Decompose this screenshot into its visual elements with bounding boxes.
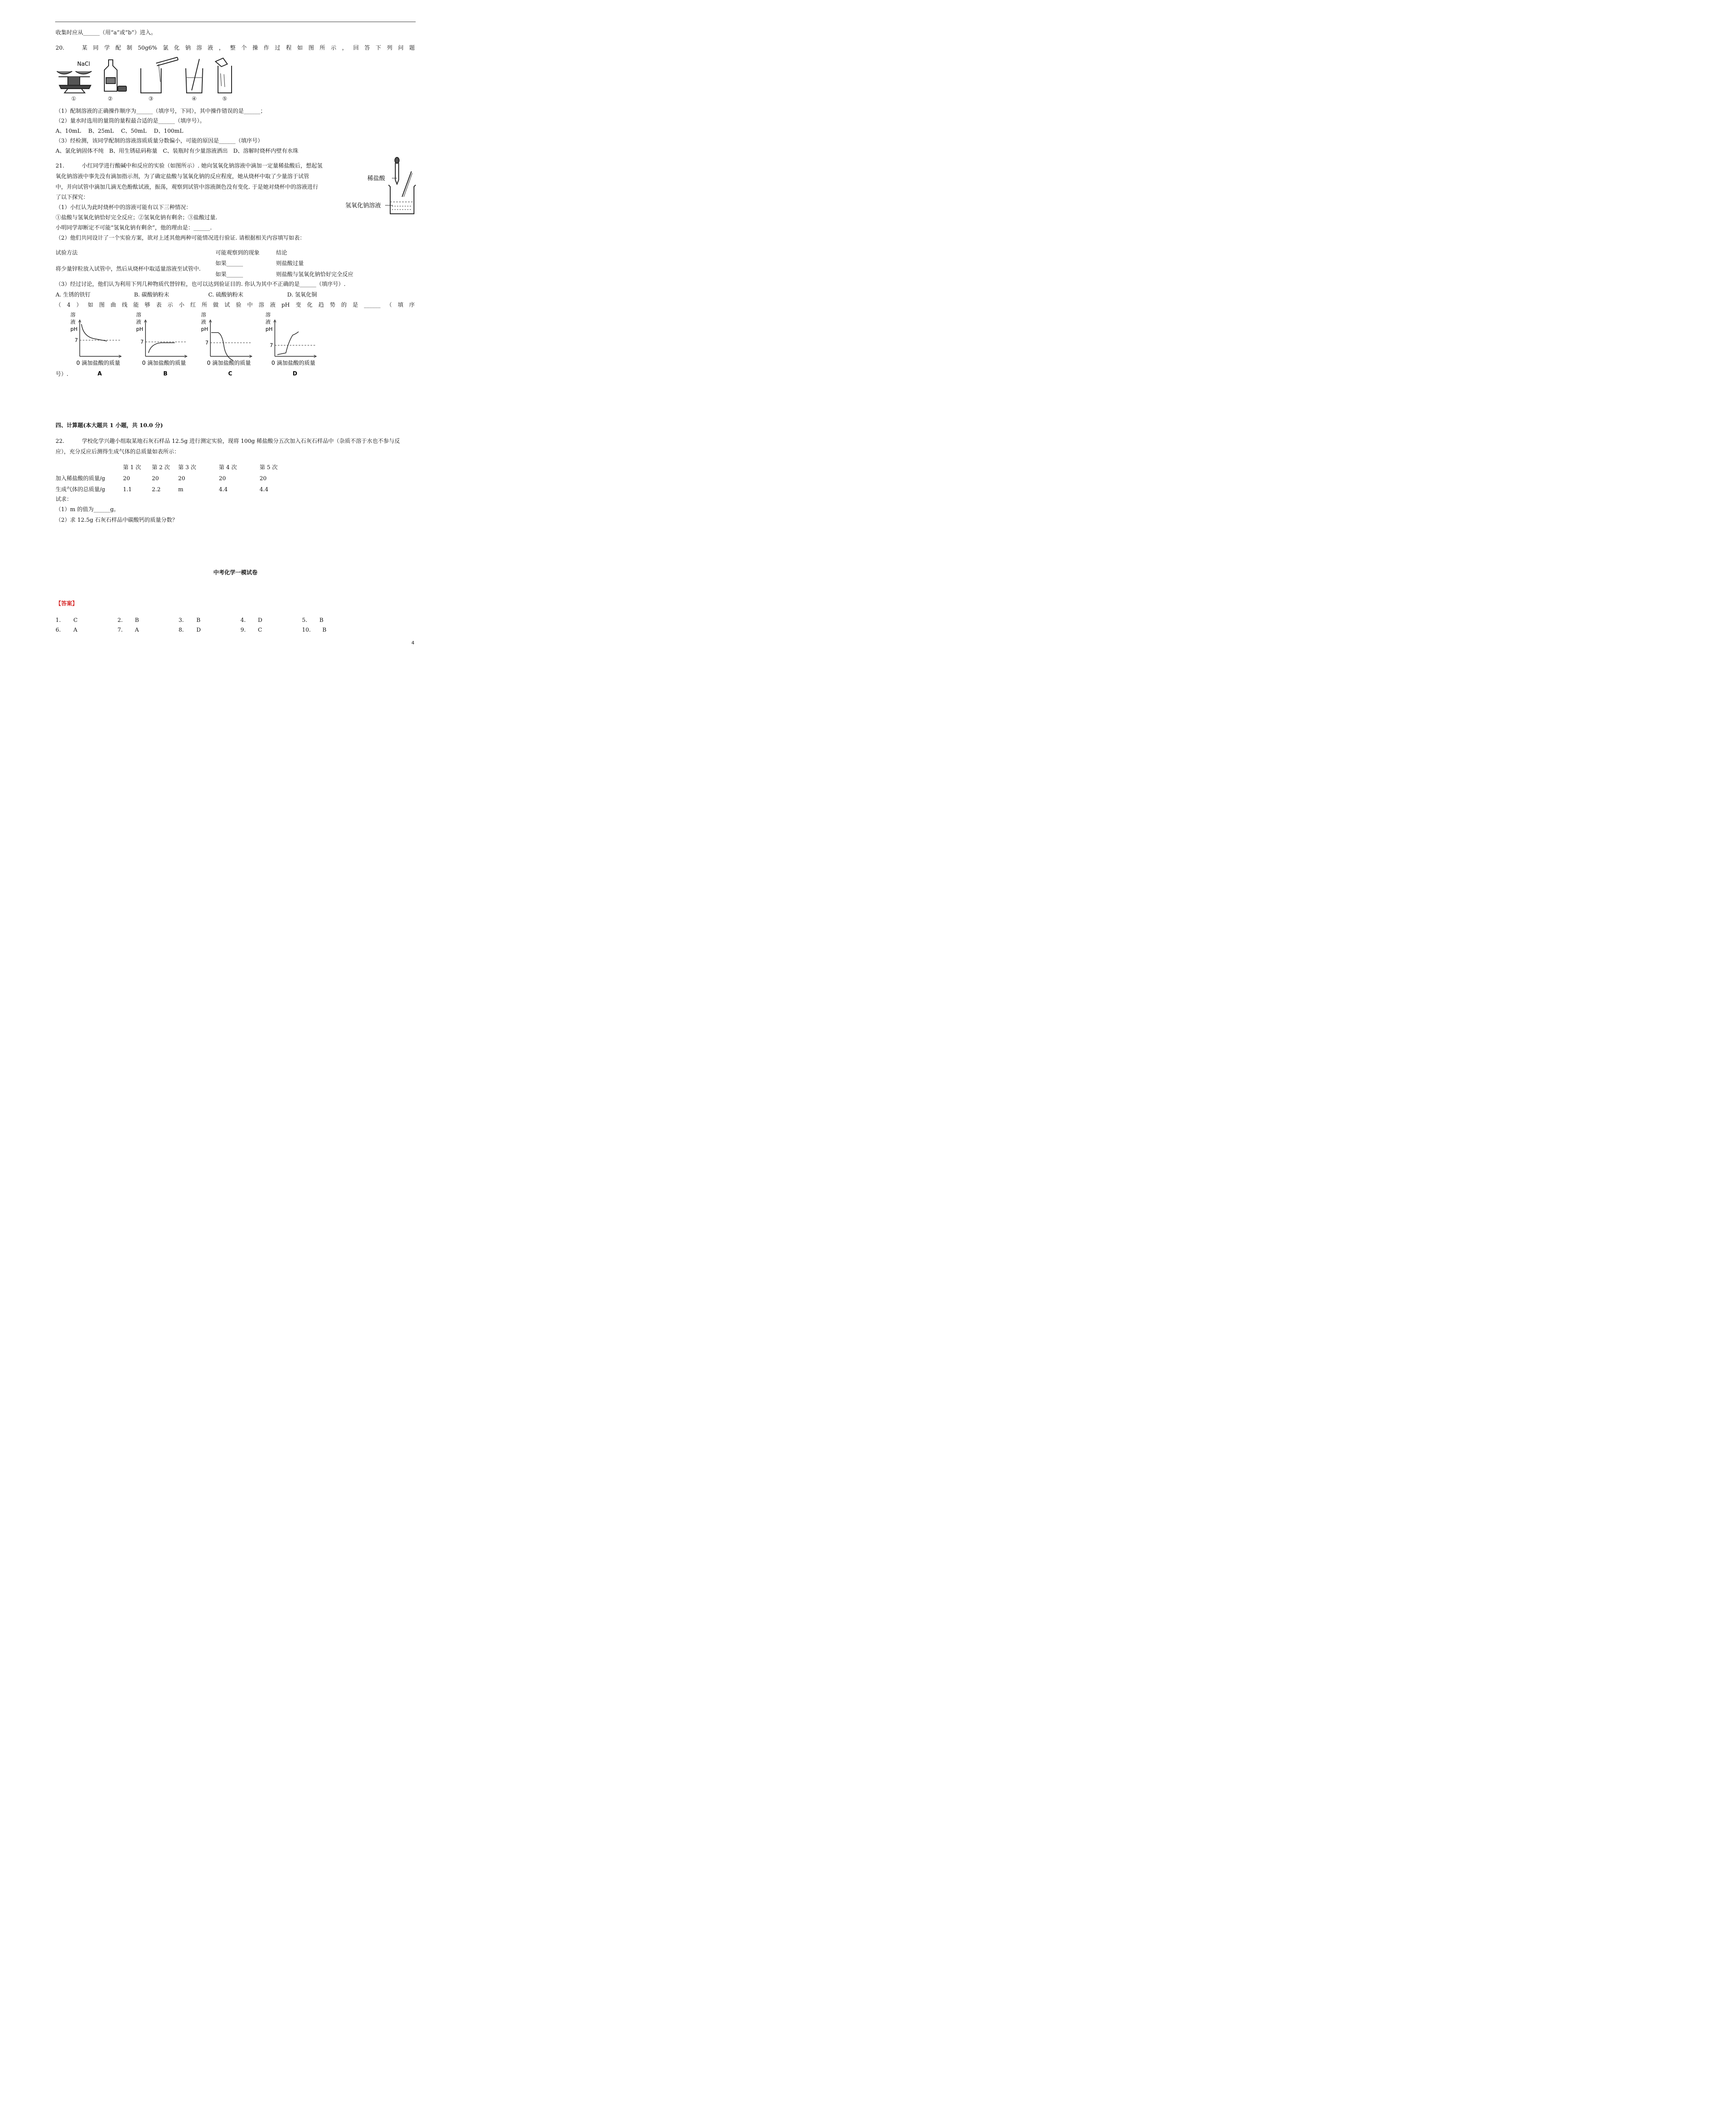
text-token: 曲 bbox=[110, 302, 116, 308]
text-token: 趋 bbox=[318, 302, 324, 308]
answer-choice: D bbox=[196, 627, 201, 633]
text-token: 够 bbox=[145, 302, 151, 308]
beaker-icon bbox=[389, 185, 416, 214]
table-conclusion-2: 则盐酸与氢氧化钠恰好完全反应 bbox=[276, 271, 354, 278]
question-21-part4 bbox=[56, 302, 415, 309]
text-token: 示 bbox=[167, 302, 173, 308]
figure-21-titration bbox=[344, 156, 416, 218]
text-token: 示 bbox=[331, 45, 337, 51]
text-token: 验 bbox=[236, 302, 242, 308]
text-token: 所 bbox=[319, 45, 325, 51]
answer-number: 6. bbox=[56, 627, 61, 633]
text-token: 程 bbox=[286, 45, 292, 51]
text-token: 作 bbox=[263, 45, 269, 51]
table22-header: 第 2 次 bbox=[152, 464, 170, 471]
table22-cell: 4.4 bbox=[260, 487, 268, 493]
ph-7-label: 7 bbox=[205, 340, 209, 346]
answer-choice: C bbox=[73, 617, 78, 624]
question-20-part1: （1）配制溶液的正确操作顺序为______（填序号，下同），其中操作错误的是______； bbox=[56, 108, 266, 115]
text-token: 钠 bbox=[185, 45, 191, 51]
text-token: 操 bbox=[252, 45, 258, 51]
graph-panel-label: D bbox=[293, 371, 297, 377]
step-5-label: ⑤ bbox=[222, 96, 227, 102]
table22-cell: 20 bbox=[123, 476, 130, 482]
answer-number: 8. bbox=[179, 627, 184, 633]
question-22-part1: （1）m 的值为______g。 bbox=[56, 506, 120, 513]
question-21-paragraph-line3: 中，并向试管中滴加几滴无色酚酞试液，振荡，观察到试管中溶液颜色没有变化. 于是她对烧杯中的溶液进行 bbox=[56, 184, 319, 190]
reagent-label-bottle-icon bbox=[215, 58, 232, 93]
answer-choice: C bbox=[258, 627, 262, 633]
question-20-part2: （2）量水时选用的量筒的量程最合适的是______（填序号）。 bbox=[56, 118, 205, 124]
question-20-part3-options: A、氯化钠固体不纯 B、用生锈砝码称量 C、装瓶时有少量溶液洒出 D、溶解时烧杯内壁有水珠 bbox=[56, 148, 299, 154]
text-token: 列 bbox=[387, 45, 393, 51]
text-token: 如 bbox=[87, 302, 93, 308]
text-token: 是 bbox=[352, 302, 358, 308]
table22-cell: 4.4 bbox=[219, 487, 228, 493]
graph-panel-label: C bbox=[228, 371, 232, 377]
answer-number: 9. bbox=[240, 627, 246, 633]
table22-cell: 1.1 bbox=[123, 487, 132, 493]
answer-number: 1. bbox=[56, 617, 61, 624]
text-token: pH bbox=[281, 302, 290, 308]
answer-choice: B bbox=[319, 617, 324, 624]
answer-number: 5. bbox=[302, 617, 308, 624]
answer-number: 10. bbox=[302, 627, 311, 633]
question-21-paragraph-line4: 了以下探究： bbox=[56, 194, 89, 201]
text-token: 的 bbox=[341, 302, 347, 308]
section-heading: 四、计算题(本大题共 1 小题，共 10.0 分) bbox=[56, 423, 163, 429]
question-21-paragraph-line1: 小红同学进行酸碱中和反应的实验（如图所示）. 她向氢氧化钠溶液中滴加一定量稀盐酸后，想起氢 bbox=[82, 163, 323, 169]
text-token: 溶 bbox=[196, 45, 202, 51]
text-token: 学 bbox=[104, 45, 110, 51]
naoh-solution-label: 氢氧化钠溶液 bbox=[345, 202, 381, 209]
question-21-part4-tail: 号）. bbox=[56, 371, 69, 378]
text-token: 氯 bbox=[162, 45, 168, 51]
y-axis-label: 液 bbox=[136, 319, 142, 325]
table-conclusion-1: 则盐酸过量 bbox=[276, 260, 304, 267]
y-axis-label: pH bbox=[70, 326, 78, 332]
table22-cell: 20 bbox=[178, 476, 185, 482]
text-token: 试 bbox=[224, 302, 230, 308]
text-token: 图 bbox=[99, 302, 105, 308]
table-observation-2: 如果______ bbox=[215, 271, 243, 278]
table-header-observation: 可能观察到的现象 bbox=[215, 250, 260, 256]
answer-number: 3. bbox=[179, 617, 184, 624]
glass-rod-icon bbox=[402, 171, 412, 197]
table22-cell: 20 bbox=[219, 476, 226, 482]
text-token: ______ bbox=[364, 302, 381, 308]
option-b: B. 碳酸钠粉末 bbox=[134, 292, 169, 298]
step-1-label: ① bbox=[71, 96, 76, 102]
x-axis-label: 0 滴加盐酸的质量 bbox=[271, 360, 316, 367]
table22-row-label: 生成气体的总质量/g bbox=[56, 487, 105, 493]
table22-header: 第 4 次 bbox=[219, 464, 237, 471]
text-token: 过 bbox=[274, 45, 280, 51]
answer-choice: B bbox=[196, 617, 201, 624]
text-token: 4 bbox=[67, 302, 71, 308]
answer-number: 4. bbox=[240, 617, 246, 624]
text-token: 回 bbox=[353, 45, 359, 51]
ph-curve-graphs bbox=[55, 311, 327, 378]
ph-7-label: 7 bbox=[270, 342, 273, 348]
graph-panel-label: A bbox=[98, 371, 102, 377]
question-21-paragraph-line2: 氧化钠溶液中事先没有滴加指示剂，为了确定盐酸与氢氧化钠的反应程度，她从烧杯中取了少量溶于试管 bbox=[56, 173, 310, 180]
table22-row-label: 加入稀盐酸的质量/g bbox=[56, 476, 105, 482]
graph-panel-label: B bbox=[163, 371, 168, 377]
text-token: 序 bbox=[409, 302, 415, 308]
question-21-number: 21. bbox=[56, 163, 64, 169]
text-token: 某 bbox=[82, 45, 88, 51]
answer-choice: A bbox=[73, 627, 78, 633]
step-3-label: ③ bbox=[148, 96, 154, 102]
exam-title: 中考化学一模试卷 bbox=[213, 570, 257, 576]
y-axis-label: pH bbox=[136, 326, 143, 332]
ph-curve bbox=[277, 332, 299, 355]
text-token: ， bbox=[342, 45, 348, 51]
table22-header: 第 1 次 bbox=[123, 464, 141, 471]
text-token: 如 bbox=[297, 45, 303, 51]
y-axis-label: 溶 bbox=[201, 312, 207, 318]
text-token: 问 bbox=[398, 45, 404, 51]
text-token: 势 bbox=[330, 302, 335, 308]
text-token: 小 bbox=[179, 302, 185, 308]
option-c: C. 硫酸钠粉末 bbox=[208, 292, 243, 298]
table22-header: 第 5 次 bbox=[260, 464, 278, 471]
option-d: D. 氢氧化铜 bbox=[287, 292, 317, 298]
text-token: 个 bbox=[241, 45, 247, 51]
table-method-cell: 将少量锌粒放入试管中，然后从烧杯中取适量溶液至试管中. bbox=[56, 266, 201, 272]
table22-cell: 20 bbox=[152, 476, 159, 482]
text-token: 所 bbox=[201, 302, 207, 308]
text-token: 中 bbox=[247, 302, 253, 308]
text-token: 图 bbox=[308, 45, 314, 51]
question-22-paragraph-line1: 学校化学兴趣小组取某地石灰石样品 12.5g 进行测定实验，现将 100g 稀盐酸分五次加入石灰石样品中（杂质不溶于水也不参与反 bbox=[82, 438, 400, 445]
text-token: 填 bbox=[397, 302, 403, 308]
text-token: ， bbox=[218, 45, 224, 51]
question-20-part3: （3）经检测，该同学配制的溶液溶质质量分数偏小，可能的原因是______（填序号） bbox=[56, 138, 263, 144]
question-20-number: 20. bbox=[56, 45, 64, 51]
x-axis-label: 0 滴加盐酸的质量 bbox=[142, 360, 186, 367]
y-axis-label: 溶 bbox=[266, 312, 271, 318]
question-20-part2-options: A、10mL B、25mL C、50mL D、100mL bbox=[56, 128, 183, 134]
question-19-tail: 收集时应从______（用“a”或“b”）进入。 bbox=[56, 30, 157, 36]
table22-cell: m bbox=[178, 487, 184, 493]
text-token: （ bbox=[56, 302, 62, 308]
text-token: 整 bbox=[230, 45, 236, 51]
text-token: 题 bbox=[409, 45, 415, 51]
text-token: 变 bbox=[295, 302, 301, 308]
table22-cell: 2.2 bbox=[152, 487, 161, 493]
question-21-part2: （2）他们共同设计了一个实验方案，欲对上述其他两种可能情况进行验证. 请根据相关内容填写如表： bbox=[56, 235, 305, 241]
dilute-hcl-label: 稀盐酸 bbox=[367, 175, 385, 182]
nacl-label: NaCl bbox=[77, 61, 90, 67]
text-token: 答 bbox=[364, 45, 370, 51]
answer-choice: D bbox=[258, 617, 263, 624]
step-2-label: ② bbox=[108, 96, 113, 102]
text-token: 表 bbox=[156, 302, 162, 308]
y-axis-label: 溶 bbox=[136, 312, 142, 318]
text-token: 红 bbox=[190, 302, 196, 308]
text-token: 50g6% bbox=[138, 45, 157, 51]
question-22-part2: （2）求 12.5g 石灰石样品中碳酸钙的质量分数？ bbox=[56, 517, 178, 523]
answer-number: 7. bbox=[117, 627, 123, 633]
table22-cell: 20 bbox=[260, 476, 267, 482]
text-token: 配 bbox=[115, 45, 121, 51]
answer-choice: B bbox=[322, 627, 327, 633]
x-axis-label: 0 滴加盐酸的质量 bbox=[76, 360, 120, 367]
answer-choice: A bbox=[135, 627, 139, 633]
question-21-part1-reason: 小明同学却断定不可能“氢氧化钠有剩余”，他的理由是：______. bbox=[56, 225, 212, 231]
ph-curve bbox=[148, 343, 175, 353]
text-token: 能 bbox=[133, 302, 139, 308]
text-token: 化 bbox=[174, 45, 180, 51]
option-a: A. 生锈的铁钉 bbox=[56, 292, 91, 298]
text-token: 化 bbox=[307, 302, 313, 308]
question-20-stem bbox=[82, 45, 415, 52]
reagent-bottle-icon bbox=[104, 60, 126, 91]
text-token: 液 bbox=[207, 45, 213, 51]
table22-header: 第 3 次 bbox=[178, 464, 196, 471]
text-token: 线 bbox=[122, 302, 128, 308]
figure-20-operations bbox=[55, 56, 242, 103]
y-axis-label: pH bbox=[266, 326, 273, 332]
balance-icon bbox=[57, 71, 92, 93]
cylinder-pour-icon bbox=[141, 57, 178, 93]
text-token: 同 bbox=[93, 45, 99, 51]
text-token: 制 bbox=[126, 45, 132, 51]
dropper-icon bbox=[395, 157, 399, 184]
question-22-paragraph-line2: 应），充分反应后测得生成气体的总质量如表所示： bbox=[56, 449, 180, 455]
table-header-conclusion: 结论 bbox=[276, 250, 288, 256]
text-token: 溶 bbox=[258, 302, 264, 308]
y-axis-label: 溶 bbox=[70, 312, 76, 318]
y-axis-label: 液 bbox=[266, 319, 271, 325]
page-number: 4 bbox=[411, 640, 414, 646]
question-21-part1-cases: ①盐酸与氢氧化钠恰好完全反应；②氢氧化钠有剩余；③盐酸过量. bbox=[56, 215, 218, 221]
ph-curve bbox=[81, 324, 107, 341]
ph-7-label: 7 bbox=[75, 337, 78, 343]
step-4-label: ④ bbox=[192, 96, 197, 102]
answer-choice: B bbox=[135, 617, 139, 624]
text-token: ） bbox=[76, 302, 82, 308]
stirring-beaker-icon bbox=[186, 59, 203, 93]
text-token: 做 bbox=[213, 302, 219, 308]
question-21-part3: （3）经过讨论，他们认为利用下列几种物质代替锌粒，也可以达到验证目的. 你认为其中不正确的是______（填序号）. bbox=[56, 281, 346, 288]
y-axis-label: pH bbox=[201, 326, 208, 332]
question-22-ask: 试求： bbox=[56, 496, 73, 503]
question-21-part1: （1）小红认为此时烧杯中的溶液可能有以下三种情况： bbox=[56, 204, 192, 211]
y-axis-label: 液 bbox=[201, 319, 207, 325]
x-axis-label: 0 滴加盐酸的质量 bbox=[207, 360, 251, 367]
table-observation-1: 如果______ bbox=[215, 260, 243, 267]
text-token: 下 bbox=[375, 45, 381, 51]
question-22-number: 22. bbox=[56, 438, 64, 445]
answer-number: 2. bbox=[117, 617, 123, 624]
answer-heading: 【答案】 bbox=[56, 601, 78, 607]
table-header-method: 试验方法 bbox=[56, 250, 78, 256]
y-axis-label: 液 bbox=[70, 319, 76, 325]
text-token: （ bbox=[386, 302, 392, 308]
text-token: 液 bbox=[270, 302, 276, 308]
ph-7-label: 7 bbox=[140, 339, 144, 345]
